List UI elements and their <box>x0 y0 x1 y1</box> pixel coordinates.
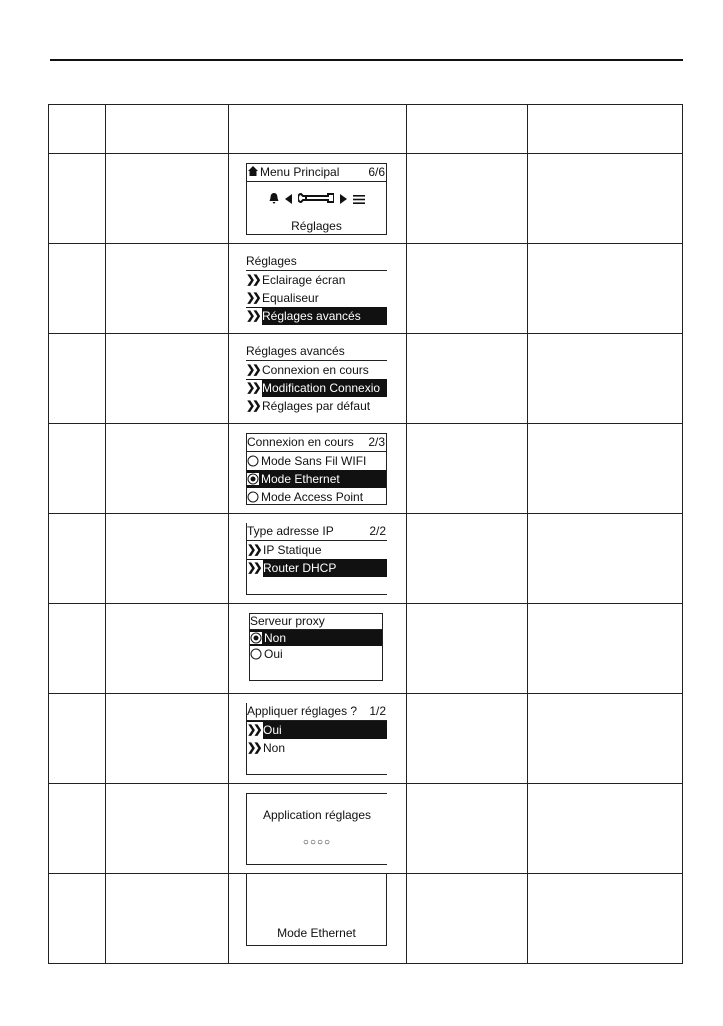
chevron-right-icon: ❯❯ <box>246 363 259 376</box>
screen-title-bar <box>246 343 387 361</box>
table-row <box>49 604 683 694</box>
note-cell <box>407 874 528 964</box>
menu-item-label: Modification Connexio <box>262 380 381 395</box>
header-cell <box>49 105 106 154</box>
chevron-right-icon: ❯❯ <box>246 291 259 304</box>
screen-title-bar <box>247 523 387 541</box>
menu-item-selected <box>246 307 387 325</box>
screen-cell <box>229 784 407 874</box>
screen-title: Appliquer réglages ? <box>247 704 358 718</box>
menu-item <box>246 271 387 289</box>
screen-cell <box>229 244 407 334</box>
menu-item-label: Réglages <box>291 219 342 233</box>
note-cell <box>407 784 528 874</box>
menu-item <box>246 397 387 415</box>
alarm-bell-icon <box>269 192 279 209</box>
radio-empty-icon <box>250 648 262 660</box>
menu-item-label: Réglages avancés <box>262 308 361 323</box>
option-label: Mode Sans Fil WIFI <box>261 453 367 468</box>
screen-cell <box>229 334 407 424</box>
action-cell <box>106 154 229 244</box>
table-row <box>49 514 683 604</box>
note-cell <box>528 244 683 334</box>
arrow-left-icon <box>285 192 292 209</box>
table-row <box>49 154 683 244</box>
note-cell <box>528 334 683 424</box>
chevron-right-icon: ❯❯ <box>247 741 260 754</box>
step-cell <box>49 694 106 784</box>
menu-item-selected <box>246 379 387 397</box>
chevron-right-icon: ❯❯ <box>247 560 263 577</box>
chevron-right-icon: ❯❯ <box>247 543 260 556</box>
screen-title: Type adresse IP <box>247 524 334 538</box>
menu-item-selected <box>247 559 387 577</box>
screen-title: Réglages avancés <box>246 344 345 358</box>
chevron-right-icon: ❯❯ <box>246 399 259 412</box>
note-cell <box>528 154 683 244</box>
proxy-screen <box>249 613 383 681</box>
radio-empty-icon <box>247 455 259 467</box>
step-cell <box>49 334 106 424</box>
chevron-right-icon: ❯❯ <box>246 308 262 325</box>
screen-title: Réglages <box>246 254 297 268</box>
screen-title-bar <box>246 253 387 271</box>
menu-item-selected <box>247 721 387 739</box>
menu-item-label: Router DHCP <box>263 560 337 575</box>
page-indicator: 2/3 <box>368 435 385 449</box>
radio-option <box>250 646 382 662</box>
chevron-right-icon: ❯❯ <box>247 722 263 739</box>
main-menu-screen <box>246 163 387 235</box>
note-cell <box>407 694 528 784</box>
step-cell <box>49 424 106 514</box>
menu-item-label: Equaliseur <box>262 290 319 305</box>
screen-cell <box>229 424 407 514</box>
connexion-screen <box>246 433 387 505</box>
screen-cell <box>229 694 407 784</box>
step-cell <box>49 784 106 874</box>
menu-item <box>246 289 387 307</box>
screen-title: Connexion en cours <box>247 435 354 449</box>
note-cell <box>407 244 528 334</box>
action-cell <box>106 874 229 964</box>
header-cell <box>106 105 229 154</box>
table-row <box>49 424 683 514</box>
note-cell <box>407 514 528 604</box>
screen-title-bar <box>250 614 382 630</box>
header-cell <box>229 105 407 154</box>
note-cell <box>407 424 528 514</box>
chevron-right-icon: ❯❯ <box>246 273 259 286</box>
step-cell <box>49 874 106 964</box>
note-cell <box>407 154 528 244</box>
screen-cell <box>229 514 407 604</box>
screen-title-bar <box>247 434 386 452</box>
progress-dots: ○○○○ <box>302 837 332 848</box>
type-ip-screen <box>246 523 387 595</box>
top-rule <box>50 59 683 61</box>
note-cell <box>407 604 528 694</box>
option-label: Mode Ethernet <box>261 471 340 486</box>
page-indicator: 6/6 <box>368 165 385 179</box>
action-cell <box>106 424 229 514</box>
arrow-right-icon <box>340 192 347 209</box>
option-label: Oui <box>264 646 283 661</box>
note-cell <box>528 784 683 874</box>
step-cell <box>49 604 106 694</box>
home-icon <box>248 164 258 181</box>
screen-cell <box>229 154 407 244</box>
chevron-right-icon: ❯❯ <box>246 380 262 397</box>
menu-item <box>247 541 387 559</box>
action-cell <box>106 514 229 604</box>
header-cell <box>528 105 683 154</box>
radio-option <box>247 452 386 470</box>
table-header-row <box>49 105 683 154</box>
note-cell <box>528 874 683 964</box>
radio-option-selected <box>250 630 382 646</box>
action-cell <box>106 784 229 874</box>
status-text: Application réglages <box>262 808 372 822</box>
note-cell <box>407 334 528 424</box>
step-cell <box>49 244 106 334</box>
radio-empty-icon <box>247 491 259 503</box>
final-screen <box>246 874 387 946</box>
action-cell <box>106 244 229 334</box>
menu-carousel <box>247 182 386 218</box>
page-indicator: 2/2 <box>369 524 386 538</box>
menu-item-label: Eclairage écran <box>262 272 346 287</box>
menu-item-label: Réglages par défaut <box>262 398 371 413</box>
screen-title-bar <box>247 164 386 182</box>
radio-option <box>247 488 386 505</box>
screen-cell <box>229 604 407 694</box>
table-row <box>49 874 683 964</box>
reglages-screen <box>246 253 387 325</box>
screen-title-bar <box>247 703 387 721</box>
table-row <box>49 784 683 874</box>
note-cell <box>528 694 683 784</box>
note-cell <box>528 604 683 694</box>
table-row <box>49 334 683 424</box>
screen-cell <box>229 874 407 964</box>
page-indicator: 1/2 <box>369 704 386 718</box>
menu-item-label: IP Statique <box>263 542 322 557</box>
application-screen <box>246 793 387 865</box>
header-cell <box>407 105 528 154</box>
wrench-icon <box>298 189 334 212</box>
instruction-table <box>48 104 683 964</box>
screen-title: Serveur proxy <box>250 614 325 628</box>
status-text: Mode Ethernet <box>277 926 356 940</box>
radio-option-selected <box>247 470 386 488</box>
menu-item-label: Oui <box>263 722 282 737</box>
radio-checked-icon <box>250 632 262 644</box>
table-row <box>49 694 683 784</box>
reglages-avances-screen <box>246 343 387 415</box>
appliquer-screen <box>246 703 387 775</box>
action-cell <box>106 334 229 424</box>
action-cell <box>106 694 229 784</box>
action-cell <box>106 604 229 694</box>
menu-item-label: Connexion en cours <box>262 362 369 377</box>
option-label: Non <box>264 630 287 645</box>
note-cell <box>528 514 683 604</box>
step-cell <box>49 154 106 244</box>
menu-item <box>246 361 387 379</box>
menu-item <box>247 739 387 757</box>
list-icon <box>353 192 365 209</box>
note-cell <box>528 424 683 514</box>
screen-title: Menu Principal <box>260 165 340 179</box>
radio-checked-icon <box>247 473 259 485</box>
step-cell <box>49 514 106 604</box>
table-row <box>49 244 683 334</box>
option-label: Mode Access Point <box>261 489 364 504</box>
menu-item-label: Non <box>263 740 286 755</box>
